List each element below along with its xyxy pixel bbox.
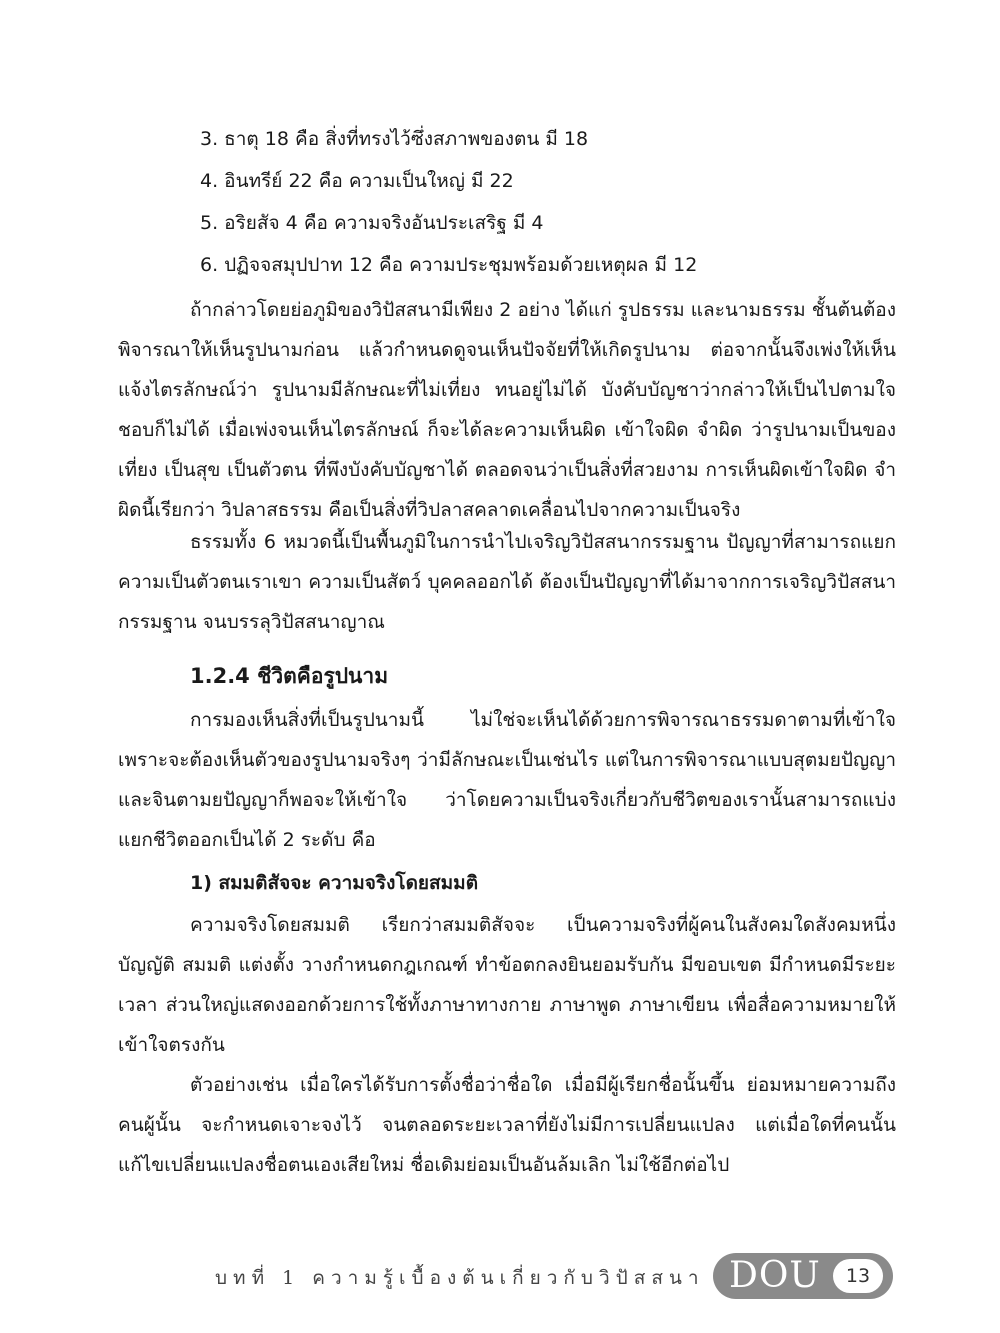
paragraph-block-3 bbox=[118, 700, 896, 860]
paragraph: การมองเห็นสิ่งที่เป็นรูปนามนี้ ไม่ใช่จะเห็นได้ด้วยการพิจารณาธรรมดาตามที่เข้าใจเพราะจะต้องเห็นตัวของรูปนามจริงๆ ว่ามีลักษณะเป็นเช่นไร แต่ในการพิจารณาแบบสุตมยปัญญาและจินตามยปัญญาก็พอจะให้เข้าใจ ว่าโดยความเป็นจริงเกี่ยวกับชีวิตของเรานั้นสามารถแบ่งแยกชีวิตออกเป็นได้ 2 ระดับ คือ bbox=[118, 709, 896, 851]
section-heading: 1.2.4 ชีวิตคือรูปนาม bbox=[190, 664, 389, 688]
paragraph-block-2 bbox=[118, 522, 896, 642]
dhamma-list bbox=[200, 118, 920, 286]
page-footer bbox=[0, 1253, 1000, 1305]
dou-logo: DOU bbox=[729, 1255, 821, 1296]
paragraph: ตัวอย่างเช่น เมื่อใครได้รับการตั้งชื่อว่าชื่อใด เมื่อมีผู้เรียกชื่อนั้นขึ้น ย่อมหมายความถึงคนผู้นั้น จะกำหนดเจาะจงไว้ จนตลอดระยะเวลาที่ยังไม่มีการเปลี่ยนแปลง แต่เมื่อใดที่คนนั้นแก้ไขเปลี่ยนแปลงชื่อตนเองเสียใหม่ ชื่อเดิมย่อมเป็นอันล้มเลิก ไม่ใช้อีกต่อไป bbox=[118, 1074, 896, 1176]
list-item: 6. ปฏิจจสมุปปาท 12 คือ ความประชุมพร้อมด้วยเหตุผล มี 12 bbox=[200, 254, 698, 276]
paragraph: ถ้ากล่าวโดยย่อภูมิของวิปัสสนามีเพียง 2 อย่าง ได้แก่ รูปธรรม และนามธรรม ชั้นต้นต้องพิจารณาให้เห็นรูปนามก่อน แล้วกำหนดดูจนเห็นปัจจัยที่ให้เกิดรูปนาม ต่อจากนั้นจึงเพ่งให้เห็นแจ้งไตรลักษณ์ว่า รูปนามมีลักษณะที่ไม่เที่ยง ทนอยู่ไม่ได้ บังคับบัญชาว่ากล่าวให้เป็นไปตามใจชอบก็ไม่ได้ เมื่อเพ่งจนเห็นไตรลักษณ์ ก็จะได้ละความเห็นผิด เข้าใจผิด จำผิด ว่ารูปนามเป็นของเที่ยง เป็นสุข เป็นตัวตน ที่พึงบังคับบัญชาได้ ตลอดจนว่าเป็นสิ่งที่สวยงาม การเห็นผิดเข้าใจผิด จำผิดนี้เรียกว่า วิปลาสธรรม คือเป็นสิ่งที่วิปลาสคลาดเคลื่อนไปจากความเป็นจริง bbox=[118, 299, 896, 521]
page-badge bbox=[713, 1253, 893, 1299]
paragraph-block-4 bbox=[118, 905, 896, 1065]
chapter-title: บทที่ 1 ความรู้เบื้องต้นเกี่ยวกับวิปัสสนา bbox=[215, 1267, 705, 1289]
page-number: 13 bbox=[833, 1259, 883, 1293]
list-item: 4. อินทรีย์ 22 คือ ความเป็นใหญ่ มี 22 bbox=[200, 170, 514, 192]
paragraph-block-1 bbox=[118, 290, 896, 530]
paragraph-block-5 bbox=[118, 1065, 896, 1185]
list-item: 3. ธาตุ 18 คือ สิ่งที่ทรงไว้ซึ่งสภาพของตน มี 18 bbox=[200, 128, 589, 150]
list-item: 5. อริยสัจ 4 คือ ความจริงอันประเสริฐ มี 4 bbox=[200, 212, 544, 234]
subsection-heading: 1) สมมติสัจจะ ความจริงโดยสมมติ bbox=[190, 872, 479, 894]
paragraph: ธรรมทั้ง 6 หมวดนี้เป็นพื้นภูมิในการนำไปเจริญวิปัสสนากรรมฐาน ปัญญาที่สามารถแยกความเป็นตัวตนเราเขา ความเป็นสัตว์ บุคคลออกได้ ต้องเป็นปัญญาที่ได้มาจากการเจริญวิปัสสนากรรมฐาน จนบรรลุวิปัสสนาญาณ bbox=[118, 531, 896, 633]
paragraph: ความจริงโดยสมมติ เรียกว่าสมมติสัจจะ เป็นความจริงที่ผู้คนในสังคมใดสังคมหนึ่งบัญญัติ สมมติ แต่งตั้ง วางกำหนดกฎเกณฑ์ ทำข้อตกลงยินยอมรับกัน มีขอบเขต มีกำหนดมีระยะเวลา ส่วนใหญ่แสดงออกด้วยการใช้ทั้งภาษาทางกาย ภาษาพูด ภาษาเขียน เพื่อสื่อความหมายให้เข้าใจตรงกัน bbox=[118, 914, 896, 1056]
